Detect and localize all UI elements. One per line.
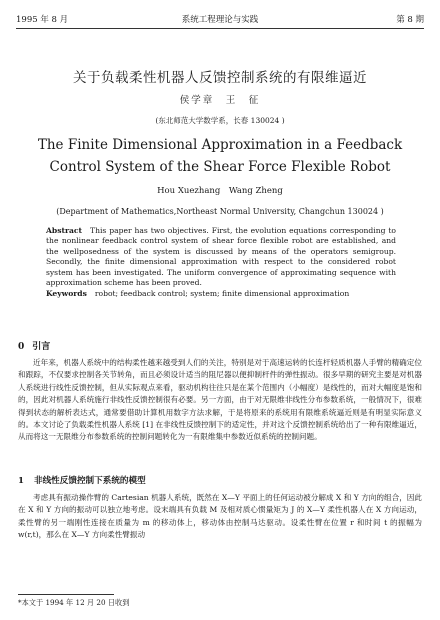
section-title: 非线性反馈控制下系统的模型 [33, 476, 146, 486]
header-date: 1995 年 8 月 [16, 15, 69, 25]
model-paragraph: 考虑具有振动操作臂的 Cartesian 机器人系统，既然在 X—Y 平面上的任何运动被分解成 X 和 Y 方向的组合，因此在 X 和 Y 方向的振动可以独立地考虑。设末端具有负载 M 及相对质心惯量矩为 J 的 X—Y 柔性机器人在 X 方向运动，柔性臂的另一端刚性连接在质量为 m 的移动体上，移动体由控制马达驱动。设柔性臂在位置 r 和时间 t 的振幅为 w(r,t)，那么在 X—Y 方向柔性臂振动 [18, 493, 422, 540]
header-journal: 系统工程理论与实践 [181, 15, 259, 25]
keywords-label: Keywords [46, 289, 87, 299]
affiliation-chinese: (东北师范大学数学系，长春 130024 ) [155, 116, 285, 125]
abstract-text: This paper has two objectives. First, the evolution equations corresponding to the nonlinear feedback control system of shear force flexible robot are established, and the wellposedness of the system is discussed by means of the operators semigroup. Secondly, the finite dimensional approximation with respect to the considered robot system has been investigated. The uniform convergence of approximating sequence with approximation scheme has been proved. [46, 226, 396, 288]
footnote: *本文于 1994 年 12 月 20 日收到 [18, 598, 130, 607]
section-heading-introduction [18, 339, 50, 352]
section-heading-model [18, 474, 146, 486]
title-english: The Finite Dimensional Approximation in a Feedback Control System of the Shear Force Flexible Robot [37, 137, 403, 175]
abstract [46, 226, 396, 300]
section-number: 0 [18, 342, 25, 352]
keywords [46, 289, 396, 299]
section-title: 引言 [32, 342, 51, 352]
abstract-label: Abstract [46, 226, 83, 235]
authors-chinese: 侯学章 王 征 [179, 95, 261, 106]
authors-english: Hou Xuezhang Wang Zheng [157, 186, 283, 196]
introduction-paragraph: 近年来，机器人系统中的结构柔性越来越受到人们的关注，特别是对于高速运转的长连杆轻质机器人手臂的精确定位和跟踪，不仅要求控制各关节转角，而且必须设计适当的阻尼器以便抑制杆件的弹性振动。很多早期的研究主要是对机器人系统进行线性反馈控制，但从实际观点来看，驱动机构往往只是在某个范围内（小幅度）是线性的，而对大幅度是饱和的，因此对机器人系统施行非线性反馈控制很有必要。另一方面，由于对无限维非线性分布参数系统，一般情况下，很难得到状态的解析表达式，通常要借助计算机用数字方法求解，于是将原来的系统用有限维系统逼近则是有明显实际意义的。本文讨论了负载柔性机器人系统 [1] 在非线性反馈控制下的适定性，并对这个反馈控制系统给出了一种有限维逼近，从而将这一无限维分布参数系统的控制问题转化为一有限维集中参数近似系统的控制问题。 [18, 358, 422, 442]
section-number: 1 [18, 476, 24, 486]
title-chinese: 关于负载柔性机器人反馈控制系统的有限维逼近 [73, 70, 367, 86]
keywords-text: robot; feedback control; system; finite dimensional approximation [94, 289, 350, 299]
footnote-divider [18, 594, 114, 595]
header-issue: 第 8 期 [396, 15, 424, 25]
affiliation-english: (Department of Mathematics,Northeast Normal University, Changchun 130024 ) [56, 207, 384, 216]
running-header [16, 12, 424, 29]
